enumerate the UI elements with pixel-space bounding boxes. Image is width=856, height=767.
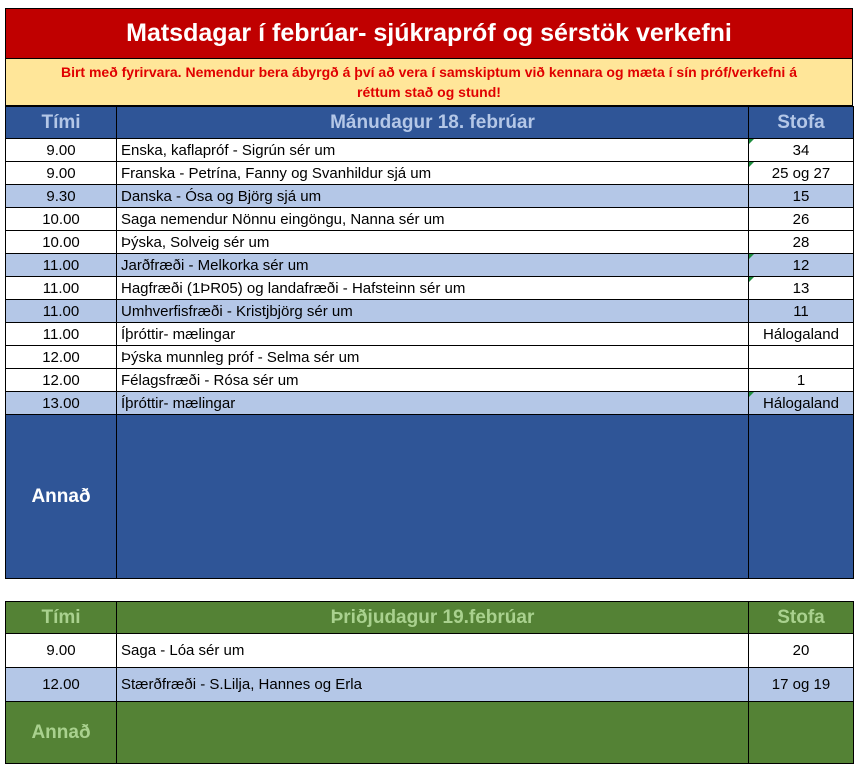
table-row: [6, 346, 854, 369]
table-row: [6, 185, 854, 208]
day1-other-label[interactable]: Annað: [6, 415, 117, 579]
day1-cell-time[interactable]: 12.00: [6, 369, 117, 392]
day1-cell-time[interactable]: 10.00: [6, 208, 117, 231]
day2-cell-time[interactable]: 9.00: [6, 634, 117, 668]
day1-cell-time[interactable]: 9.00: [6, 139, 117, 162]
table-row: [6, 634, 854, 668]
day2-col-time[interactable]: Tími: [6, 602, 117, 634]
day2-col-room[interactable]: Stofa: [749, 602, 854, 634]
day1-cell-room[interactable]: 28: [749, 231, 854, 254]
day1-cell-room-text: 13: [792, 279, 810, 297]
day1-cell-room[interactable]: 1: [749, 369, 854, 392]
day2-other-label[interactable]: Annað: [6, 702, 117, 764]
spacer-row: [5, 579, 853, 601]
day1-cell-desc[interactable]: Þýska, Solveig sér um: [117, 231, 749, 254]
day1-cell-room[interactable]: 26: [749, 208, 854, 231]
day1-cell-time[interactable]: 12.00: [6, 346, 117, 369]
day2-table: [5, 601, 854, 764]
day1-cell-time[interactable]: 10.00: [6, 231, 117, 254]
day1-cell-time[interactable]: 11.00: [6, 277, 117, 300]
day1-cell-room[interactable]: [749, 139, 854, 162]
day1-other-cell[interactable]: [117, 415, 749, 579]
day2-header-row: [6, 602, 854, 634]
notice-line-2: réttum stað og stund!: [357, 84, 501, 100]
day1-cell-desc[interactable]: Íþróttir- mælingar: [117, 392, 749, 415]
day2-cell-desc[interactable]: Saga - Lóa sér um: [117, 634, 749, 668]
day1-other-row: [6, 415, 854, 579]
day1-cell-room-text: 34: [792, 141, 810, 159]
notice-line-1: Birt með fyrirvara. Nemendur bera ábyrgð á því að vera í samskiptum við kennara og mæta í sín próf/verkefni á: [60, 64, 798, 80]
day1-cell-time[interactable]: 9.00: [6, 162, 117, 185]
day1-cell-room[interactable]: [749, 346, 854, 369]
comment-indicator-icon: [749, 162, 754, 167]
day1-cell-desc[interactable]: Franska - Petrína, Fanny og Svanhildur sjá um: [117, 162, 749, 185]
day2-cell-time[interactable]: 12.00: [6, 668, 117, 702]
day1-cell-time[interactable]: 11.00: [6, 254, 117, 277]
day1-cell-room[interactable]: [749, 162, 854, 185]
day1-cell-desc[interactable]: Enska, kaflapróf - Sigrún sér um: [117, 139, 749, 162]
table-row: [6, 254, 854, 277]
comment-indicator-icon: [749, 254, 754, 259]
comment-indicator-icon: [749, 277, 754, 282]
day2-cell-desc[interactable]: Stærðfræði - S.Lilja, Hannes og Erla: [117, 668, 749, 702]
spreadsheet: [5, 8, 853, 764]
day1-cell-room[interactable]: Hálogaland: [749, 323, 854, 346]
day1-cell-room[interactable]: 11: [749, 300, 854, 323]
day1-cell-time[interactable]: 9.30: [6, 185, 117, 208]
day1-cell-desc[interactable]: Þýska munnleg próf - Selma sér um: [117, 346, 749, 369]
day1-cell-desc[interactable]: Danska - Ósa og Björg sjá um: [117, 185, 749, 208]
day1-cell-desc[interactable]: Umhverfisfræði - Kristjbjörg sér um: [117, 300, 749, 323]
day1-table: [5, 106, 854, 579]
day2-heading[interactable]: Þriðjudagur 19.febrúar: [117, 602, 749, 634]
comment-indicator-icon: [749, 139, 754, 144]
day1-cell-room[interactable]: [749, 392, 854, 415]
day1-cell-time[interactable]: 11.00: [6, 323, 117, 346]
day1-header-row: [6, 107, 854, 139]
day1-cell-desc[interactable]: Jarðfræði - Melkorka sér um: [117, 254, 749, 277]
table-row: [6, 277, 854, 300]
day1-cell-room[interactable]: 15: [749, 185, 854, 208]
day1-heading[interactable]: Mánudagur 18. febrúar: [117, 107, 749, 139]
day1-cell-time[interactable]: 11.00: [6, 300, 117, 323]
day1-cell-time[interactable]: 13.00: [6, 392, 117, 415]
page-title: Matsdagar í febrúar- sjúkrapróf og sérstök verkefni: [5, 8, 853, 59]
day2-other-cell[interactable]: [117, 702, 749, 764]
day2-other-row: [6, 702, 854, 764]
day2-cell-room[interactable]: 17 og 19: [749, 668, 854, 702]
table-row: [6, 392, 854, 415]
day2-other-cell[interactable]: [749, 702, 854, 764]
notice-banner: [5, 59, 853, 106]
table-row: [6, 139, 854, 162]
table-row: [6, 208, 854, 231]
table-row: [6, 162, 854, 185]
table-row: [6, 369, 854, 392]
table-row: [6, 231, 854, 254]
day1-col-time[interactable]: Tími: [6, 107, 117, 139]
day1-cell-desc[interactable]: Íþróttir- mælingar: [117, 323, 749, 346]
day1-cell-room-text: 25 og 27: [771, 164, 831, 182]
table-row: [6, 300, 854, 323]
table-row: [6, 668, 854, 702]
table-row: [6, 323, 854, 346]
day1-cell-desc[interactable]: Saga nemendur Nönnu eingöngu, Nanna sér um: [117, 208, 749, 231]
comment-indicator-icon: [749, 392, 754, 397]
day2-cell-room[interactable]: 20: [749, 634, 854, 668]
day1-cell-room-text: 12: [792, 256, 810, 274]
day1-col-room[interactable]: Stofa: [749, 107, 854, 139]
day1-cell-desc[interactable]: Hagfræði (1ÞR05) og landafræði - Hafsteinn sér um: [117, 277, 749, 300]
day1-cell-room[interactable]: [749, 254, 854, 277]
day1-cell-room[interactable]: [749, 277, 854, 300]
day1-other-cell[interactable]: [749, 415, 854, 579]
day1-cell-desc[interactable]: Félagsfræði - Rósa sér um: [117, 369, 749, 392]
day1-cell-room-text: Hálogaland: [763, 394, 839, 412]
